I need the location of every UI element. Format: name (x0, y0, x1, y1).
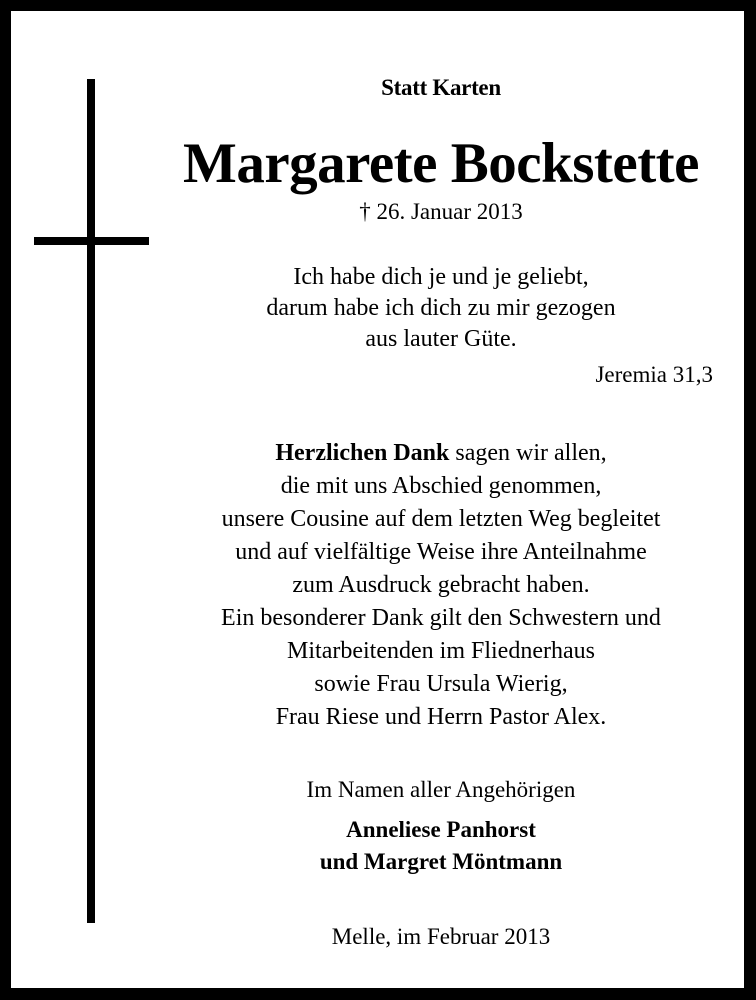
thanks-line: und auf vielfältige Weise ihre Anteilnahme (235, 539, 647, 565)
deceased-name: Margarete Bockstette (183, 132, 699, 195)
cross-icon-horizontal-bar (34, 237, 149, 245)
thanks-line: die mit uns Abschied genommen, (280, 473, 602, 499)
signoff-text: Im Namen aller Angehörigen (306, 777, 576, 802)
thanks-line: Mitarbeitenden im Fliednerhaus (287, 638, 595, 664)
thanks-line: Frau Riese und Herrn Pastor Alex. (275, 704, 607, 730)
verse-reference: Jeremia 31,3 (595, 362, 713, 387)
thanks-line: unsere Cousine auf dem letzten Weg begleitet (221, 506, 661, 532)
death-date: † 26. Januar 2013 (359, 199, 523, 224)
thanks-line: sowie Frau Ursula Wierig, (314, 671, 568, 697)
obituary-card (11, 11, 744, 988)
signers (151, 814, 731, 878)
signer-name: Anneliese Panhorst (346, 817, 536, 842)
bible-verse (151, 262, 731, 355)
verse-line: darum habe ich dich zu mir gezogen (266, 295, 616, 321)
thanks-first-line (151, 437, 731, 470)
kicker-text: Statt Karten (381, 75, 501, 100)
verse-line: Ich habe dich je und je geliebt, (293, 264, 589, 290)
thanks-line: zum Ausdruck gebracht haben. (292, 572, 590, 598)
thanks-rest: sagen wir allen, (449, 440, 607, 466)
thank-you-text (151, 437, 731, 734)
verse-line: aus lauter Güte. (365, 326, 517, 352)
signer-name: und Margret Möntmann (319, 849, 563, 874)
cross-icon-vertical-bar (87, 79, 95, 923)
thanks-line: Ein besonderer Dank gilt den Schwestern und (221, 605, 661, 631)
thanks-bold: Herzlichen Dank (275, 440, 450, 466)
place-date: Melle, im Februar 2013 (331, 924, 551, 949)
